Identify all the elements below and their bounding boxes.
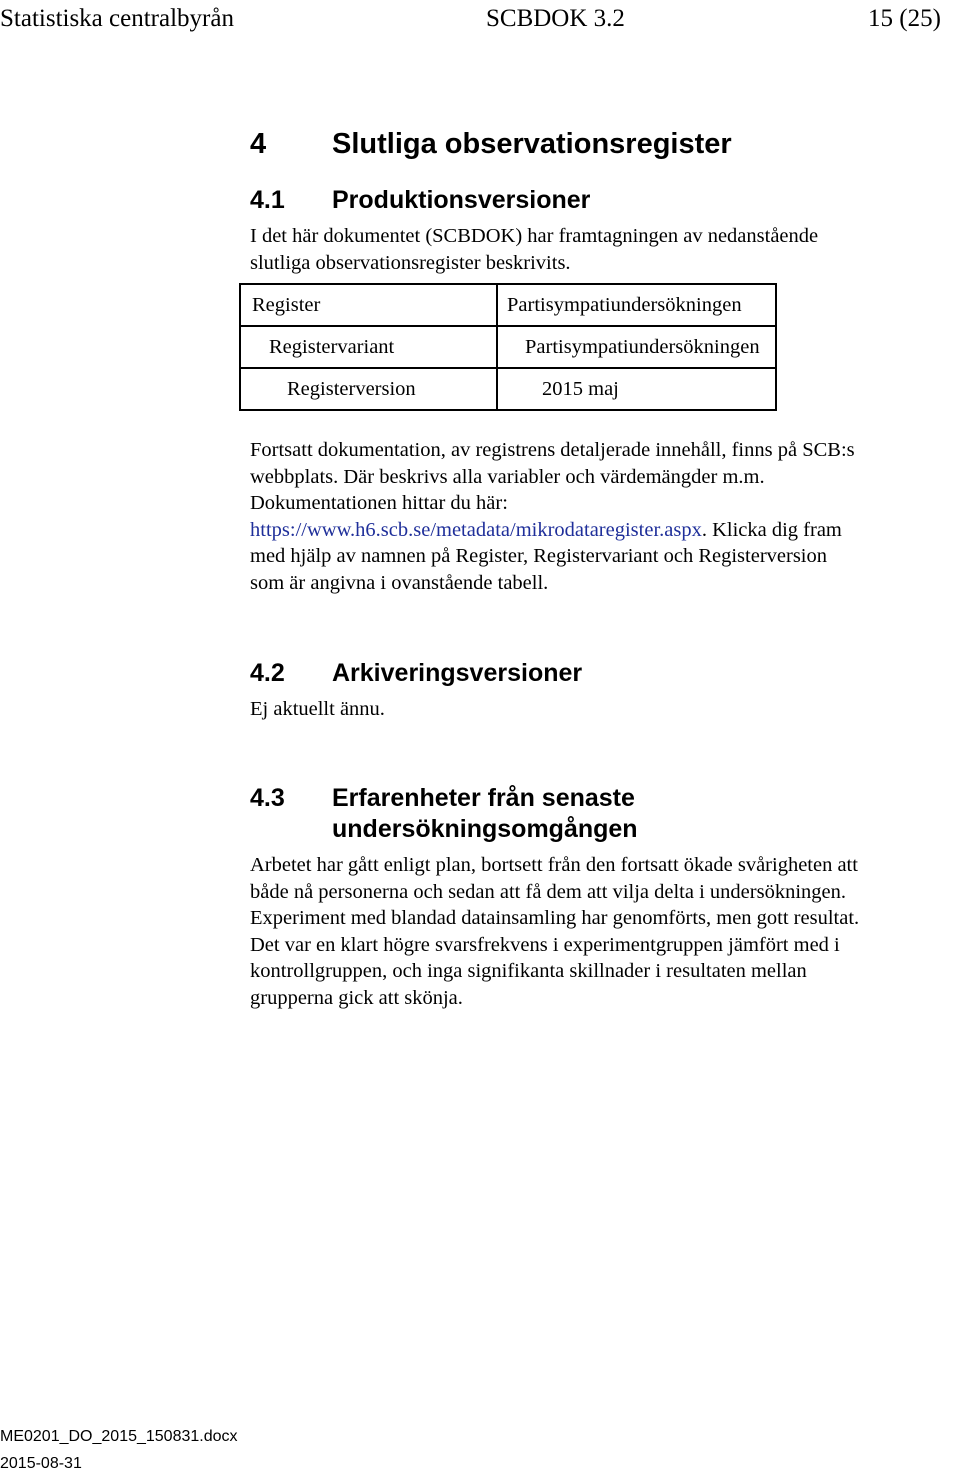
body-line: grupperna gick att skönja. [250,986,463,1009]
footer-filename: ME0201_DO_2015_150831.docx [0,1428,238,1445]
doc-line [250,517,950,544]
section-4-title: Slutliga observationsregister [332,128,732,160]
table-label-cell: Registerversion [240,368,497,410]
doc-line: med hjälp av namnen på Register, Registervariant och Registerversion [250,545,827,567]
section-4-number: 4 [250,128,267,160]
section-4-1-number: 4.1 [250,186,285,214]
section-4-3-title [332,783,638,845]
header-org: Statistiska centralbyrån [0,5,234,32]
body-line: Experiment med blandad datainsamling har genomförts, men gott resultat. [250,907,860,929]
body-line: Det var en klart högre svarsfrekvens i experimentgruppen jämfört med i [250,933,840,956]
header-doc-id: SCBDOK 3.2 [486,5,625,32]
register-table [239,283,777,411]
intro-line: I det här dokumentet (SCBDOK) har framtagningen av nedanstående [250,225,819,247]
section-4-3-title-line: undersökningsomgången [332,815,638,843]
table-row [240,326,776,368]
section-4-3-title-line: Erfarenheter från senaste [332,784,635,812]
body-line: kontrollgruppen, och inga signifikanta skillnader i resultaten mellan [250,960,807,982]
doc-line-suffix: . Klicka dig fram [701,518,842,541]
section-4-2-body: Ej aktuellt ännu. [250,698,385,720]
intro-line: slutliga observationsregister beskrivits. [250,251,571,274]
table-value-cell: 2015 maj [497,368,776,410]
table-value-cell: Partisympatiundersökningen [497,326,776,368]
body-line: både nå personerna och sedan att få dem att vilja delta i undersökningen. [250,880,846,903]
table-label-cell: Registervariant [240,326,497,368]
doc-line: som är angivna i ovanstående tabell. [250,571,549,594]
section-4-1-intro [250,223,950,276]
body-line: Arbetet har gått enligt plan, bortsett från den fortsatt ökade svårigheten att [250,854,858,876]
footer-date: 2015-08-31 [0,1455,82,1472]
doc-line: webbplats. Där beskrivs alla variabler och värdemängder m.m. [250,465,765,488]
section-4-3-body [250,852,950,1011]
header-page-number: 15 (25) [868,5,941,32]
documentation-paragraph [250,437,950,596]
doc-line: Fortsatt dokumentation, av registrens detaljerade innehåll, finns på SCB:s [250,439,855,461]
table-label-cell: Register [240,284,497,326]
section-4-2-number: 4.2 [250,659,285,687]
section-4-2-title: Arkiveringsversioner [332,659,583,687]
section-4-1-title: Produktionsversioner [332,186,591,214]
section-4-3-number: 4.3 [250,784,285,812]
doc-line: Dokumentationen hittar du här: [250,492,508,514]
table-value-cell: Partisympatiundersökningen [497,284,776,326]
mikrodataregister-link[interactable]: https://www.h6.scb.se/metadata/mikrodataregister.aspx [250,518,702,541]
table-row [240,368,776,410]
table-row [240,284,776,326]
